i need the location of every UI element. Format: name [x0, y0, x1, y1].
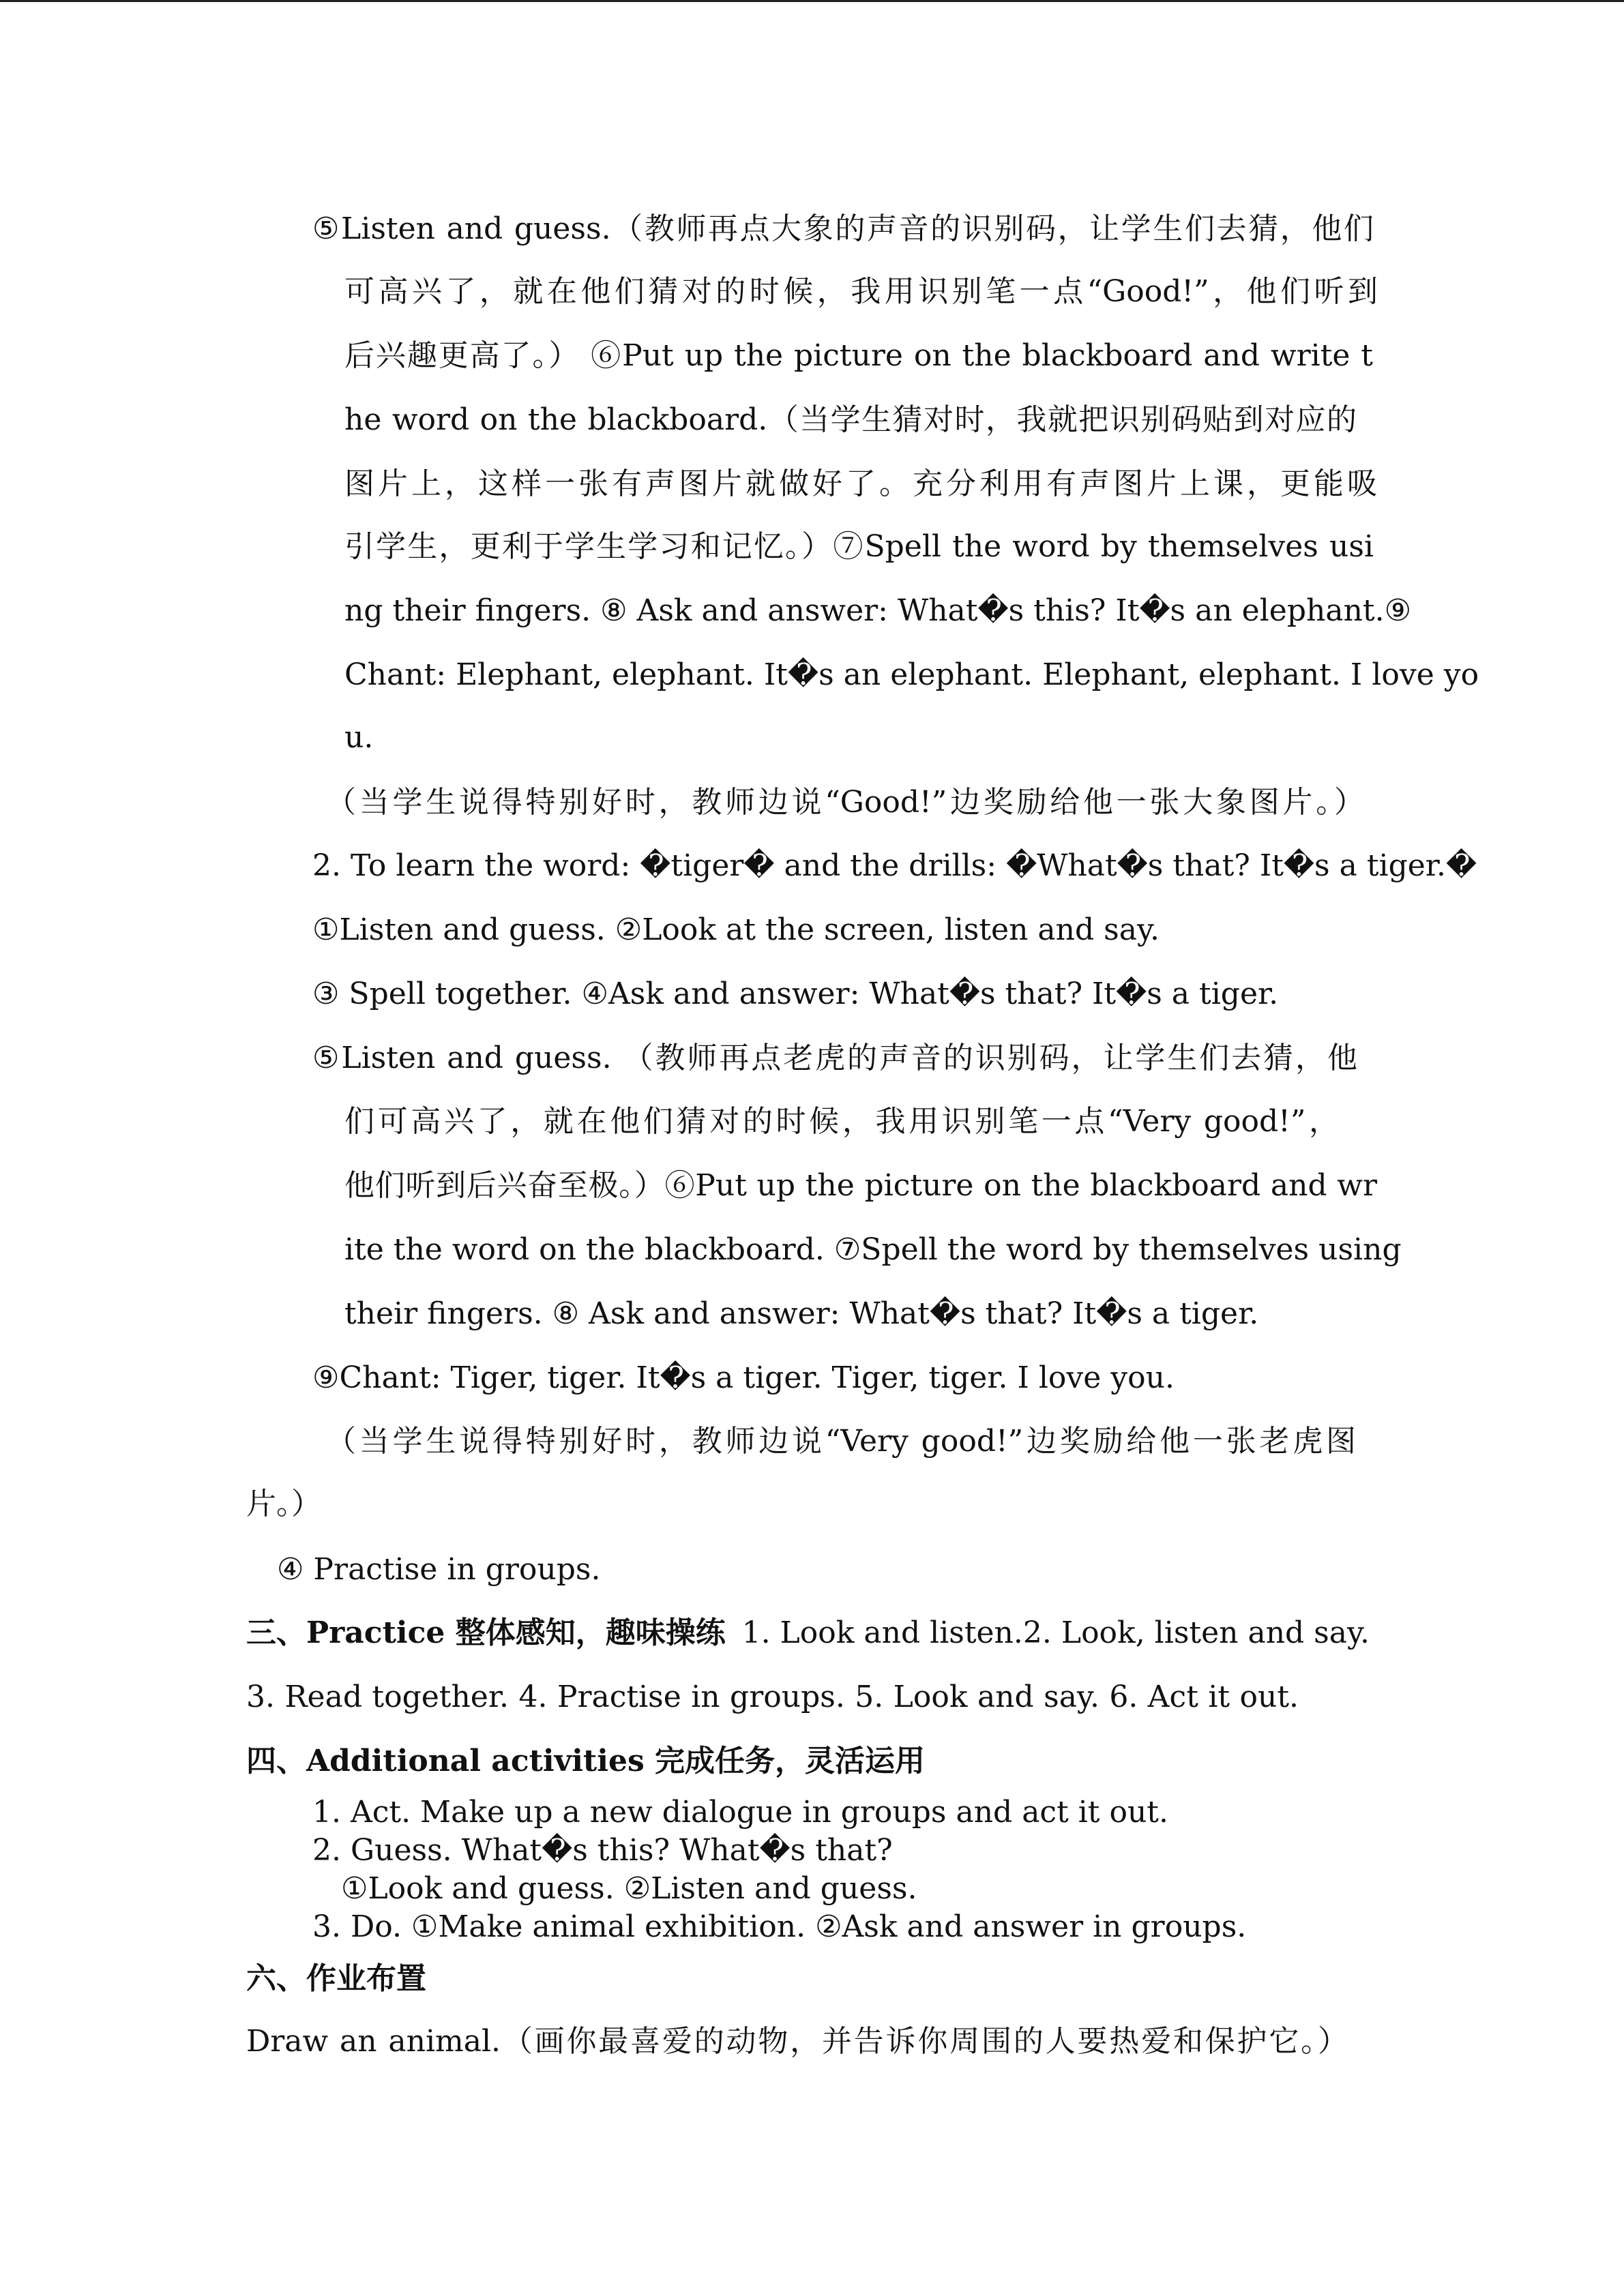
elephant-step9: Chant: Elephant, elephant. It�s an elephant. Elephant, elephant. I love yo — [344, 657, 1479, 692]
elephant-step6-cont: he word on the blackboard.（当学生猜对时，我就把识别码贴到对应的 — [344, 402, 1357, 437]
section3-title: 三、Practice 整体感知，趣味操练 — [246, 1615, 726, 1650]
tiger-note-end: 片。） — [246, 1487, 321, 1521]
tiger-step5-cont: 们可高兴了，就在他们猜对的时候，我用识别笔一点“Very good!”， — [344, 1104, 1339, 1139]
section4-item3: 3. Do. ①Make animal exhibition. ②Ask and answer in groups. — [312, 1909, 1247, 1944]
section3-row — [246, 1613, 1370, 1654]
tiger-steps-1-2: ①Listen and guess. ②Look at the screen, listen and say. — [312, 912, 1160, 947]
section6-title: 六、作业布置 — [246, 1961, 426, 1996]
tiger-step8: their fingers. ⑧ Ask and answer: What�s that? It�s a tiger. — [344, 1296, 1259, 1331]
elephant-step8: ng their fingers. ⑧ Ask and answer: What�s this? It�s an elephant.⑨ — [344, 593, 1412, 628]
section3-items-line2: 3. Read together. 4. Practise in groups. 5. Look and say. 6. Act it out. — [246, 1680, 1299, 1714]
elephant-note: （当学生说得特别好时，教师边说“Good!”边奖励给他一张大象图片。） — [326, 785, 1364, 820]
elephant-step5-cont: 可高兴了，就在他们猜对的时候，我用识别笔一点“Good!”，他们听到 — [344, 274, 1378, 309]
homework: Draw an animal.（画你最喜爱的动物，并告诉你周围的人要热爱和保护它。） — [246, 2024, 1348, 2059]
section3-items-line1: 1. Look and listen.2. Look, listen and say. — [741, 1615, 1370, 1650]
elephant-step6: 后兴趣更高了。） ⑥Put up the picture on the blackboard and write t — [344, 338, 1373, 373]
top-border-rule — [0, 0, 1624, 2]
tiger-step9: ⑨Chant: Tiger, tiger. It�s a tiger. Tiger, tiger. I love you. — [312, 1360, 1175, 1395]
tiger-steps-3-4: ③ Spell together. ④Ask and answer: What�s that? It�s a tiger. — [312, 976, 1279, 1011]
section4-item2: 2. Guess. What�s this? What�s that? — [312, 1833, 893, 1868]
elephant-step9-cont: u. — [344, 720, 374, 755]
practise-in-groups: ④ Practise in groups. — [277, 1552, 601, 1587]
elephant-step6-cont2: 图片上，这样一张有声图片就做好了。充分利用有声图片上课，更能吸 — [344, 466, 1377, 501]
tiger-step7: ite the word on the blackboard. ⑦Spell the word by themselves using — [344, 1232, 1402, 1267]
elephant-step7: 引学生，更利于学生学习和记忆。）⑦Spell the word by themselves usi — [344, 529, 1374, 564]
section4-item1: 1. Act. Make up a new dialogue in groups and act it out. — [312, 1795, 1168, 1830]
tiger-step5: ⑤Listen and guess. （教师再点老虎的声音的识别码，让学生们去猜，他 — [312, 1041, 1357, 1075]
section4-title: 四、Additional activities 完成任务，灵活运用 — [246, 1744, 926, 1778]
tiger-note: （当学生说得特别好时，教师边说“Very good!”边奖励给他一张老虎图 — [326, 1424, 1356, 1459]
tiger-heading: 2. To learn the word: �tiger� and the drills: �What�s that? It�s a tiger.� — [312, 848, 1477, 883]
section4-item2-sub: ①Look and guess. ②Listen and guess. — [341, 1871, 917, 1906]
elephant-step5: ⑤Listen and guess.（教师再点大象的声音的识别码，让学生们去猜，他们 — [312, 211, 1374, 246]
tiger-step6: 他们听到后兴奋至极。）⑥Put up the picture on the blackboard and wr — [344, 1168, 1377, 1203]
